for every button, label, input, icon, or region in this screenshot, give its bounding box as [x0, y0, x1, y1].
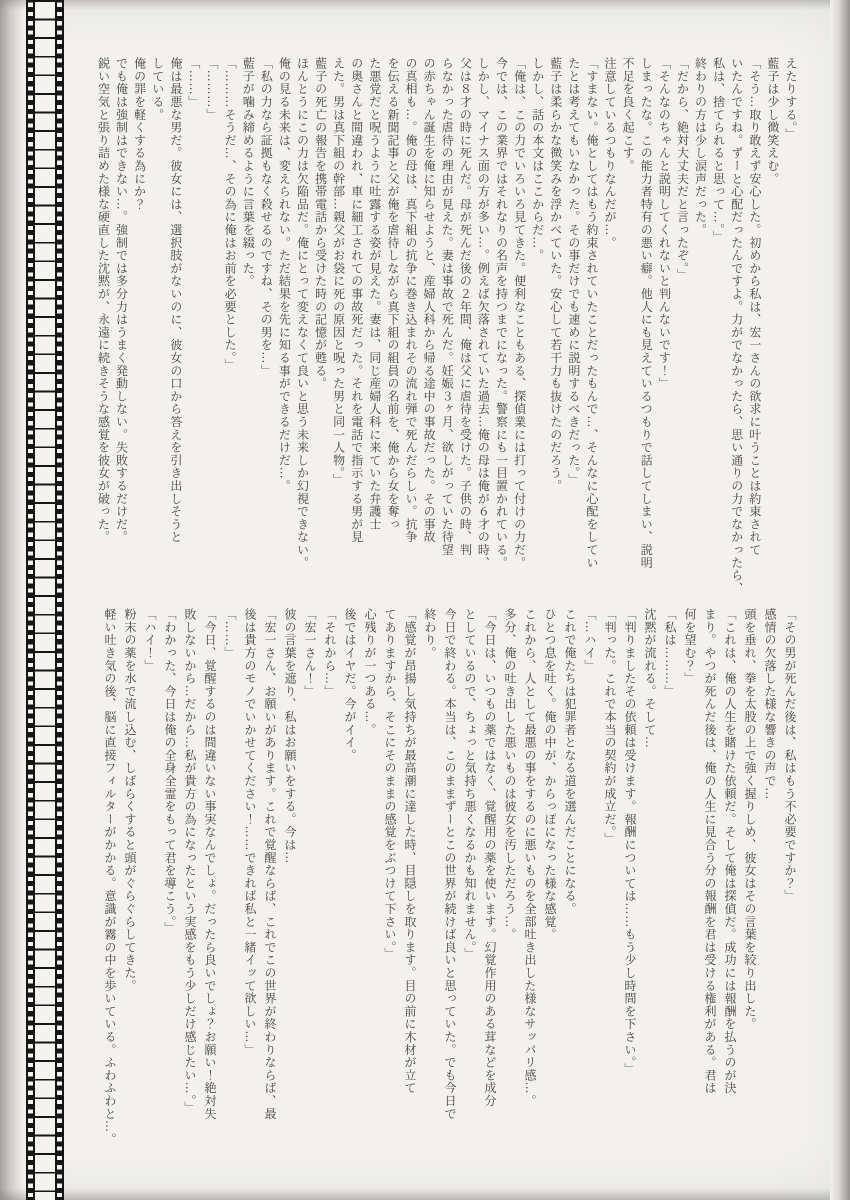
- text-line: 「これは、俺の人生を賭けた依頼だ。そして俺は探偵だ。成功には報酬を払うのが決: [723, 608, 737, 1095]
- text-line: 心残りが一つある…。: [363, 608, 377, 736]
- text-line: でも俺は強制はできない…。強制では多分力はうまく発動しない。失敗するだけだ。: [114, 57, 129, 544]
- text-line: 「判った。これで本当の契約が成立だ。」: [603, 608, 617, 846]
- text-line: 終わり。: [423, 608, 437, 660]
- text-line: らなかった虐待の理由が見えた。妻は事故で死んだ。妊娠３ヶ月、欲しがっていた待望: [440, 57, 455, 557]
- text-line: 敗しないから…だから…私が貴方の為になったという実感をもう少しだけ感じたい…。」: [183, 608, 197, 1114]
- film-sprocket-holes-icon: [28, 0, 32, 1200]
- page-edge-shadow-top: [0, 0, 850, 10]
- text-line: 俺は最悪な男だ。彼女には、選択肢がないのに、彼女の口から答えを引き出しそうと: [168, 57, 183, 544]
- text-line: の奥さんと間違われ、車に細工されての事故死だった。それを電話で指示する男が見: [349, 57, 364, 544]
- text-line: 感情の欠落した様な響きの声で…: [763, 608, 777, 800]
- text-line: 「宏一さん、お願いがあります。これで覚醒ならば、これでこの世界が終わりならば、最: [263, 608, 277, 1120]
- text-block-bottom: [100, 608, 800, 1168]
- film-sprocket-rail-left: [26, 0, 35, 1200]
- text-line: 後ではイヤだ。今がイイ。: [343, 608, 357, 762]
- text-line: 「私の力なら証拠もなく殺せるのですね、その男を…」: [259, 57, 274, 377]
- text-line: 沈黙が流れる。そして…: [643, 608, 657, 749]
- text-line: しかし、話の本文はここからだ…。: [530, 57, 545, 262]
- text-line: た悪党だと呪うように吐露する姿が見えた。妻は、同じ産婦人科に来ていた弁護士: [367, 57, 382, 531]
- text-line: 今では、この業界ではそれなりの名声を持つまでになった。警察にも一目置かれている。: [494, 57, 509, 569]
- text-line: たとは考えてもいなかった。その事だけでも速めに説明するべきだった。」: [566, 57, 581, 487]
- text-line: 粉末の薬を水で流し込む、しばらくすると頭がぐらぐらしてきた。: [123, 608, 137, 992]
- text-line: しかし、マイナス面の方が多い…。例えば欠落されていた過去…俺の母は俺が６才の時、: [476, 57, 491, 569]
- film-frames: [35, 0, 55, 1200]
- text-line: 「私は………」: [663, 608, 677, 698]
- text-line: 「感覚が昂揚し気持ちが最高潮に達した時、目隠しを取ります。目の前に木材が立て: [403, 608, 417, 1095]
- text-line: 鋭い空気と張り詰めた様な硬直した沈黙が、永遠に続きそうな感覚を彼女が破った。: [96, 57, 111, 544]
- text-line: 今日で終わる。本当は、このままずーとこの世界が続けば良いと思っていた。でも今日で: [443, 608, 457, 1120]
- page-edge-shadow-right: [830, 0, 850, 1200]
- page-edge-shadow-bottom: [0, 1188, 850, 1200]
- text-line: 「今日、覚醒するのは間違いない事実なんでしょ。だったら良いでしょ？お願い！絶対失: [203, 608, 217, 1120]
- text-line: 「…ハイ」: [583, 608, 597, 672]
- text-line: えたりする。」: [784, 57, 798, 141]
- text-line: 「すまない。俺としてはもう約束されていたことだったもんで…、そんなに心配をしてい: [584, 57, 599, 569]
- text-line: 私は、捨てられると思って…。」: [711, 57, 726, 243]
- text-line: ひとつ息を吐く。俺の中が、からっぽになった様な感覚。: [543, 608, 557, 941]
- text-line: 俺の罪を軽くする為にか？: [132, 57, 147, 211]
- text-line: 父は８才の時に死んだ。母が死んだ後の２年間、俺は父に虐待を受けた。子供の時、判: [458, 57, 473, 557]
- text-line: している。: [150, 57, 165, 121]
- text-line: 彼の言葉を遮り、私はお願いをする。今は…: [283, 608, 297, 864]
- text-line: の赤ちゃん誕生を俺に知らせようと、産婦人科から帰る途中の事故だった。その事故: [422, 57, 437, 544]
- text-line: 「俺は、この力でいろいろ見てきた。便利なこともある、探偵業には打って付けの力だ。: [512, 57, 527, 569]
- text-line: 藍子の死亡の報告を携帯電話から受けた時の記憶が甦る。: [313, 57, 328, 390]
- text-line: 不足を良く起こす。: [621, 57, 636, 173]
- text-line: 「そう…取り敢えず安心した。初めから私は、宏一さんの欲求に叶うことは約束されて: [747, 57, 762, 557]
- text-line: を伝える新聞記事と父が俺を虐待しながら真下組の組員の名前を、俺から女を奪っ: [385, 57, 400, 531]
- text-line: 何を望む？」: [683, 608, 697, 685]
- text-line: 注意しているつもりなんだが…。: [603, 57, 618, 249]
- text-line: 「それから…」: [323, 608, 337, 698]
- text-line: 「そんなのちゃんと説明してくれないと判んないです！」: [657, 57, 672, 390]
- text-line: これで俺たちは犯罪者となる道を選んだことになる。: [563, 608, 577, 916]
- text-line: 「だから、絶対大丈夫だと言ったぞ。」: [675, 57, 690, 282]
- text-line: まり。やつが死んだ後は、俺の人生に見合う分の報酬を君は受ける権利がある。君は: [703, 608, 717, 1095]
- text-line: 多分、俺の吐き出した悪いものは彼女を汚しただろう…。: [503, 608, 517, 941]
- film-sprocket-rail-right: [55, 0, 64, 1200]
- text-line: これから、人として最悪の事をするのに悪いものを全部吐き出した様なサッパリ感…。: [523, 608, 537, 1108]
- text-line: 藍子は柔らかな微笑みを浮かべていた。安心して若干力も抜けたのだろう。: [548, 57, 563, 493]
- text-line: 藍子は少し微笑えむ。: [765, 57, 780, 185]
- text-line: いたんですね。ずーと心配だったんですよ。力がでなかったら、思い通りの力でなかったら、: [729, 57, 744, 595]
- text-line: しまったな。この能力者特有の悪い癖。他人にも見えているつもりで話してしまい、説明: [639, 57, 654, 569]
- text-line: 俺の見る未来は、変えられない。ただ結果を先に知る事ができるだけだ…。: [277, 57, 292, 493]
- text-line: えた。男は真下組の幹部…親父がお袋に死の原因と呪った男と同一人物。」: [331, 57, 346, 487]
- text-line: 「その男が死んだ後は、私はもう不必要ですか？」: [783, 608, 797, 903]
- text-line: 「宏一さん！」: [303, 608, 317, 698]
- text-line: 終わりの方は少し涙声だった。: [693, 57, 708, 237]
- page-edge-shadow-left: [0, 0, 26, 1200]
- text-block-top: [94, 57, 800, 602]
- text-line: 「………」: [205, 57, 219, 121]
- text-line: としているので、ちょっと気持ち悪くなるかも知れません。」: [463, 608, 477, 961]
- text-line: 「わかった、今日は俺の全身全霊をもって君を導こう。」: [163, 608, 177, 935]
- text-line: 後は貴方のモノでいかせてください！……できれば私と一緒イッて欲しい…」: [243, 608, 257, 1056]
- text-line: 「判りましたその依頼は受けます。報酬については……もう少し時間を下さい。」: [623, 608, 637, 1076]
- text-line: 「………そうだ…、その為に俺はお前を必要とした。」: [223, 57, 238, 371]
- text-line: てありますから、そこにそのままの感覚をぶつけて下さい。」: [383, 608, 397, 961]
- film-strip-border: [26, 0, 64, 1200]
- text-line: 頭を垂れ、拳を太股の上で強く握りしめ、彼女はその言葉を絞り出した。: [743, 608, 757, 1031]
- text-line: ほんとうにこの力は欠陥品だ。俺にとって変えなくて良いと思う未来しか幻視できない。: [295, 57, 310, 569]
- text-line: 「……」: [223, 608, 237, 660]
- text-line: 「……」: [186, 57, 201, 109]
- text-line: の真相も…。俺の母は、真下組の抗争に巻き込まれその流れ弾で死んだらしい。抗争: [404, 57, 419, 544]
- text-line: 軽い吐き気の後、脳に直接フィルターがかかる。意識が霧の中を歩いている。ふわふわと…。: [103, 608, 117, 1146]
- film-sprocket-holes-icon: [57, 0, 61, 1200]
- text-line: 「ハイ！」: [143, 608, 157, 672]
- text-line: 藍子が噛み締めるように言葉を綴った。: [241, 57, 256, 288]
- text-line: 「今日は、いつもの薬ではなく、覚醒用の薬を使います。幻覚作用のある茸などを成分: [483, 608, 497, 1108]
